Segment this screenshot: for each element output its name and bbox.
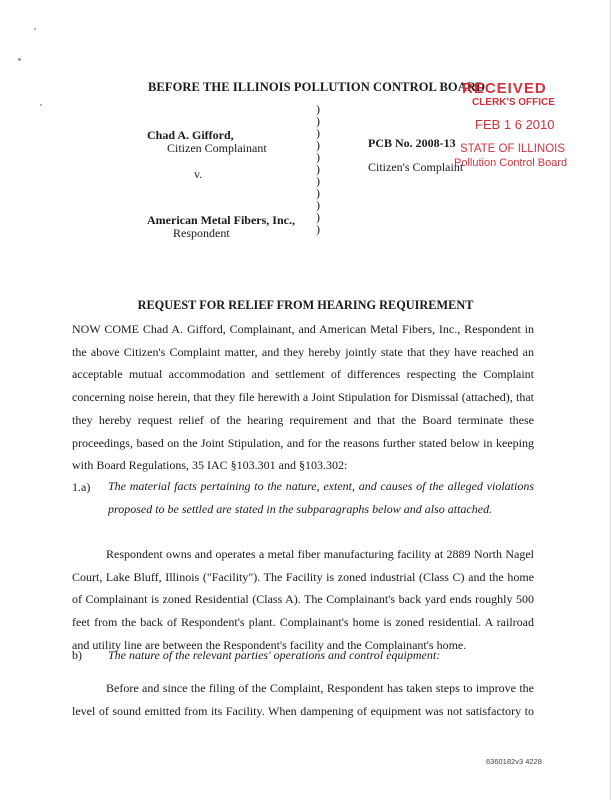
complainant-name: Chad A. Gifford, — [147, 128, 234, 142]
caption-parentheses: ) ) ) ) ) ) ) ) ) ) ) — [316, 102, 320, 236]
court-title: BEFORE THE ILLINOIS POLLUTION CONTROL BOARD — [148, 80, 486, 94]
facility-line: Court, Lake Bluff, Illinois ("Facility"). The Facility is zoned industrial (Class C) and the home — [72, 569, 534, 584]
scan-speck — [40, 104, 42, 106]
scan-speck — [34, 28, 36, 30]
item-b-label: b) — [72, 648, 82, 662]
operations-line: level of sound emitted from its Facility. When dampening of equipment was not satisfactory to — [72, 703, 534, 718]
intro-paragraph — [72, 318, 534, 477]
versus-label: v. — [194, 167, 203, 181]
complainant-role: Citizen Complainant — [167, 141, 267, 155]
scan-speck — [18, 58, 21, 61]
facility-paragraph — [72, 543, 534, 657]
intro-line: the above Citizen's Complaint matter, and they hereby jointly state that they have reached an — [72, 344, 534, 359]
item-1a-label: 1.a) — [72, 480, 91, 494]
intro-line: NOW COME Chad A. Gifford, Complainant, and American Metal Fibers, Inc., Respondent in — [72, 322, 534, 336]
stamp-state: STATE OF ILLINOIS — [460, 143, 566, 155]
case-type: Citizen's Complaint — [368, 160, 464, 174]
operations-line: Before and since the filing of the Complaint, Respondent has taken steps to improve the — [106, 681, 534, 695]
intro-line: they hereby request relief of the hearing requirement and that the Board terminate these — [72, 412, 534, 427]
document-heading: REQUEST FOR RELIEF FROM HEARING REQUIREMENT — [137, 298, 474, 312]
stamp-date: FEB 1 6 2010 — [475, 117, 555, 132]
facility-line: Respondent owns and operates a metal fiber manufacturing facility at 2889 North Nagel — [106, 547, 534, 561]
facility-line: of Complainant is zoned Residential (Class A). The Complainant's back yard ends roughly 500 — [72, 592, 534, 607]
intro-line: proceedings, based on the Joint Stipulation, and for the reasons further stated below in keeping — [72, 435, 534, 450]
respondent-role: Respondent — [173, 226, 230, 240]
item-1a-line: The material facts pertaining to the nature, extent, and causes of the alleged violations — [108, 479, 534, 493]
intro-line: acceptable mutual accommodation and settlement of differences respecting the Complaint — [72, 367, 534, 382]
operations-paragraph — [72, 677, 534, 722]
item-1a-text — [108, 475, 534, 520]
item-b-text: The nature of the relevant parties' operations and control equipment: — [108, 648, 441, 662]
item-1a-line: proposed to be settled are stated in the subparagraphs below and also attached. — [108, 501, 493, 516]
case-number: PCB No. 2008-13 — [368, 136, 456, 150]
intro-line: with Board Regulations, 35 IAC §103.301 and §103.302: — [72, 458, 348, 473]
respondent-name: American Metal Fibers, Inc., — [147, 213, 295, 227]
facility-line: and utility line are between the Respondent's facility and the Complainant's home. — [72, 637, 467, 652]
stamp-clerks-office: CLERK'S OFFICE — [472, 97, 555, 108]
intro-line: concerning noise herein, that they file herewith a Joint Stipulation for Dismissal (attached), that — [72, 390, 534, 405]
received-stamp: RECEIVED — [462, 80, 547, 97]
facility-line: feet from the back of Respondent's plant. Complainant's home is zoned residential. A railroad — [72, 615, 534, 630]
document-footer-code: 6360182v3 4228 — [486, 757, 542, 766]
stamp-board: Pollution Control Board — [454, 157, 568, 169]
